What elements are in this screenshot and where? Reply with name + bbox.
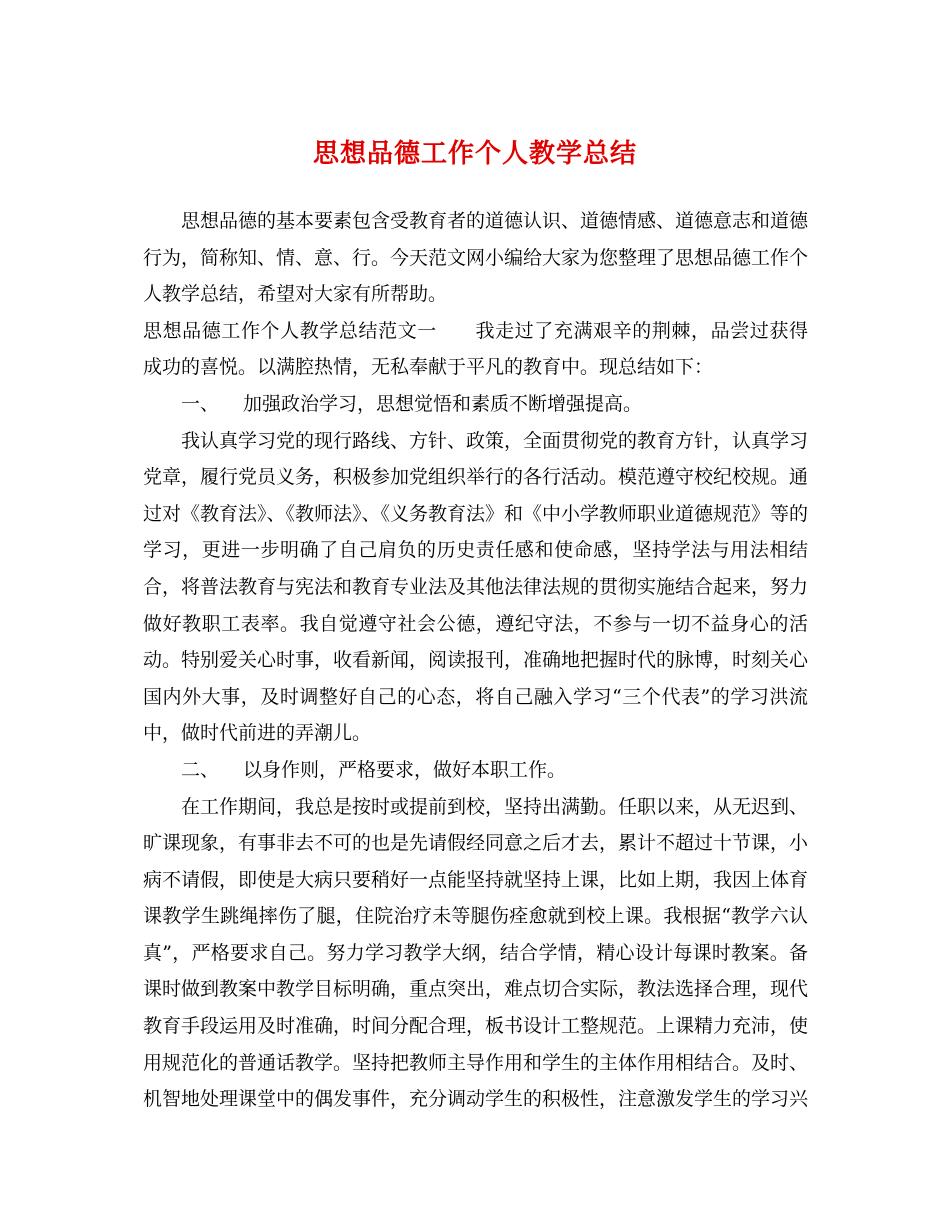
sample-heading: 思想品德工作个人教学总结范文一 <box>143 319 437 342</box>
sample-opening: 我走过了充满艰辛的荆棘，品尝过获得成功的喜悦。以满腔热情，无私奉献于平凡的教育中。现总结如下： <box>143 319 808 379</box>
section-2-heading-line <box>143 752 808 789</box>
section-1-body: 我认真学习党的现行路线、方针、政策，全面贯彻党的教育方针，认真学习党章，履行党员义务，积极参加党组织举行的各行活动。模范遵守校纪校规。通过对《教育法》、《教师法》、《义务教育法》和《中小学教师职业道德规范》等的学习，更进一步明确了自己肩负的历史责任感和使命感，坚持学法与用法相结合，将普法教育与宪法和教育专业法及其他法律法规的贯彻实施结合起来，努力做好教职工表率。我自觉遵守社会公德，遵纪守法，不参与一切不益身心的活动。特别爱关心时事，收看新闻，阅读报刊，准确地把握时代的脉博，时刻关心国内外大事，及时调整好自己的心态，将自己融入学习“三个代表”的学习洪流中，做时代前进的弄潮儿。 <box>143 429 809 745</box>
section-1-number: 一、 <box>181 392 220 415</box>
section-2-number: 二、 <box>181 758 220 781</box>
section-1-heading: 加强政治学习，思想觉悟和素质不断增强提高。 <box>243 392 643 415</box>
section-2-heading: 以身作则，严格要求，做好本职工作。 <box>243 758 567 781</box>
section-1-heading-line <box>143 386 808 423</box>
sample-paragraph <box>143 313 808 386</box>
document-title: 思想品德工作个人教学总结 <box>312 139 637 169</box>
section-2-body: 在工作期间，我总是按时或提前到校，坚持出满勤。任职以来，从无迟到、旷课现象，有事非去不可的也是先请假经同意之后才去，累计不超过十节课，小病不请假，即使是大病只要稍好一点能坚持就坚持上课，比如上期，我因上体育课教学生跳绳摔伤了腿，住院治疗未等腿伤痊愈就到校上课。我根据“教学六认真”，严格要求自己。努力学习教学大纲，结合学情，精心设计每课时教案。备课时做到教案中教学目标明确，重点突出，难点切合实际，教法选择合理，现代教育手段运用及时准确，时间分配合理，板书设计工整规范。上课精力充沛，使用规范化的普通话教学。坚持把教师主导作用和学生的主体作用相结合。及时、机智地处理课堂中的偶发事件，充分调动学生的积极性，注意激发学生的学习兴 <box>143 795 809 1111</box>
intro-paragraph: 思想品德的基本要素包含受教育者的道德认识、道德情感、道德意志和道德行为，简称知、情、意、行。今天范文网小编给大家为您整理了思想品德工作个人教学总结，希望对大家有所帮助。 <box>143 210 809 306</box>
document-body <box>143 203 808 1118</box>
